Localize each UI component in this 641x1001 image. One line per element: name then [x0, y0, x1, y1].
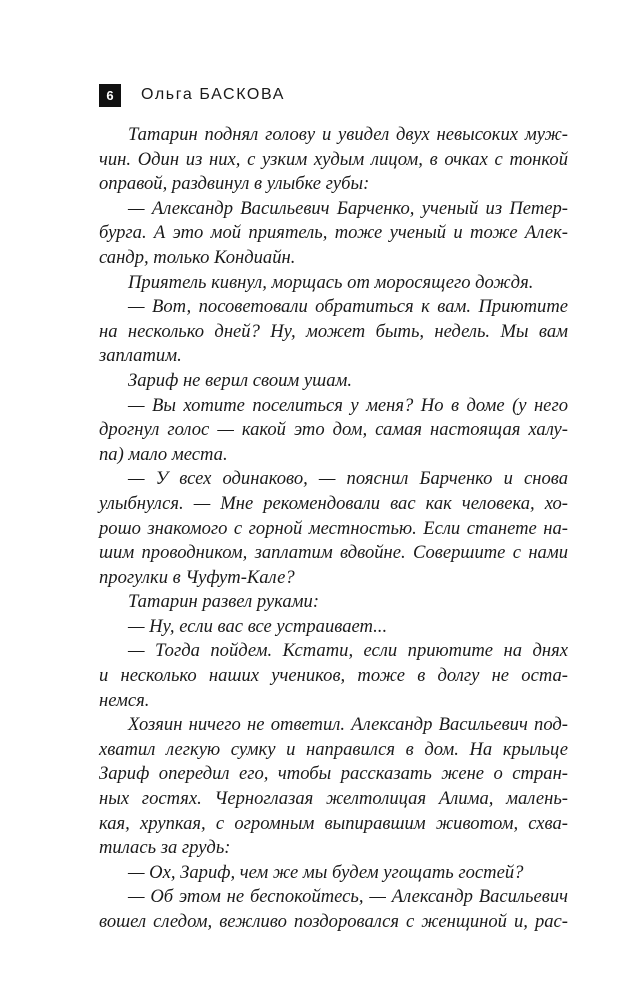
text-line: — Ну, если вас все устраивает... — [128, 615, 388, 637]
text-line: па) мало места. — [99, 443, 228, 465]
text-line: кая, хрупкая, с огромным выпиравшим животом, схва- — [99, 812, 568, 834]
text-line: улыбнулся. — Мне рекомендовали вас как человека, хо- — [99, 492, 568, 514]
page-header — [99, 83, 285, 107]
text-line: рошо знакомого с горной местностью. Если станете на- — [99, 517, 568, 539]
text-line: прогулки в Чуфут-Кале? — [99, 566, 295, 588]
text-line: Хозяин ничего не ответил. Александр Васильевич под- — [128, 714, 568, 736]
running-title: Ольга БАСКОВА — [141, 86, 285, 103]
text-line: немся. — [99, 689, 150, 711]
text-line: — Ох, Зариф, чем же мы будем угощать гостей? — [128, 861, 524, 883]
text-line: тилась за грудь: — [99, 837, 231, 859]
text-line: дрогнул голос — какой это дом, самая настоящая халу- — [99, 419, 568, 441]
text-line: ных гостях. Черноглазая желтолицая Алима, малень- — [99, 788, 568, 810]
text-line: — Об этом не беспокойтесь, — Александр Васильевич — [128, 886, 568, 908]
text-line: на несколько дней? Ну, может быть, недель. Мы вам — [99, 320, 568, 342]
text-line: сандр, только Кондиайн. — [99, 246, 296, 268]
text-line: Зариф опередил его, чтобы рассказать жене о стран- — [99, 763, 568, 785]
text-line: — Александр Васильевич Барченко, ученый из Петер- — [128, 197, 568, 219]
body-text — [99, 123, 568, 935]
text-line: хватил легкую сумку и направился в дом. На крыльце — [99, 738, 568, 760]
text-line: бурга. А это мой приятель, тоже ученый и тоже Алек- — [99, 222, 568, 244]
text-line: оправой, раздвинул в улыбке губы: — [99, 173, 370, 195]
text-line: Татарин развел руками: — [128, 591, 320, 613]
text-line: шим проводником, заплатим вдвойне. Совершите с нами — [99, 542, 568, 564]
text-line: — Вы хотите поселиться у меня? Но в доме (у него — [128, 394, 568, 416]
text-line: заплатим. — [99, 345, 182, 367]
text-line: Приятель кивнул, морщась от моросящего дождя. — [128, 271, 534, 293]
text-line: — У всех одинаково, — пояснил Барченко и снова — [128, 468, 568, 490]
text-line: — Тогда пойдем. Кстати, если приютите на днях — [128, 640, 568, 662]
text-line: Татарин поднял голову и увидел двух невысоких муж- — [128, 124, 568, 145]
text-line: Зариф не верил своим ушам. — [128, 369, 353, 391]
page-number: 6 — [99, 84, 121, 107]
text-line: и несколько наших учеников, тоже в долгу не оста- — [99, 665, 568, 687]
text-line: вошел следом, вежливо поздоровался с женщиной и, рас- — [99, 911, 568, 932]
text-line: чин. Один из них, с узким худым лицом, в очках с тонкой — [99, 148, 568, 170]
text-line: — Вот, посоветовали обратиться к вам. Приютите — [128, 296, 568, 318]
